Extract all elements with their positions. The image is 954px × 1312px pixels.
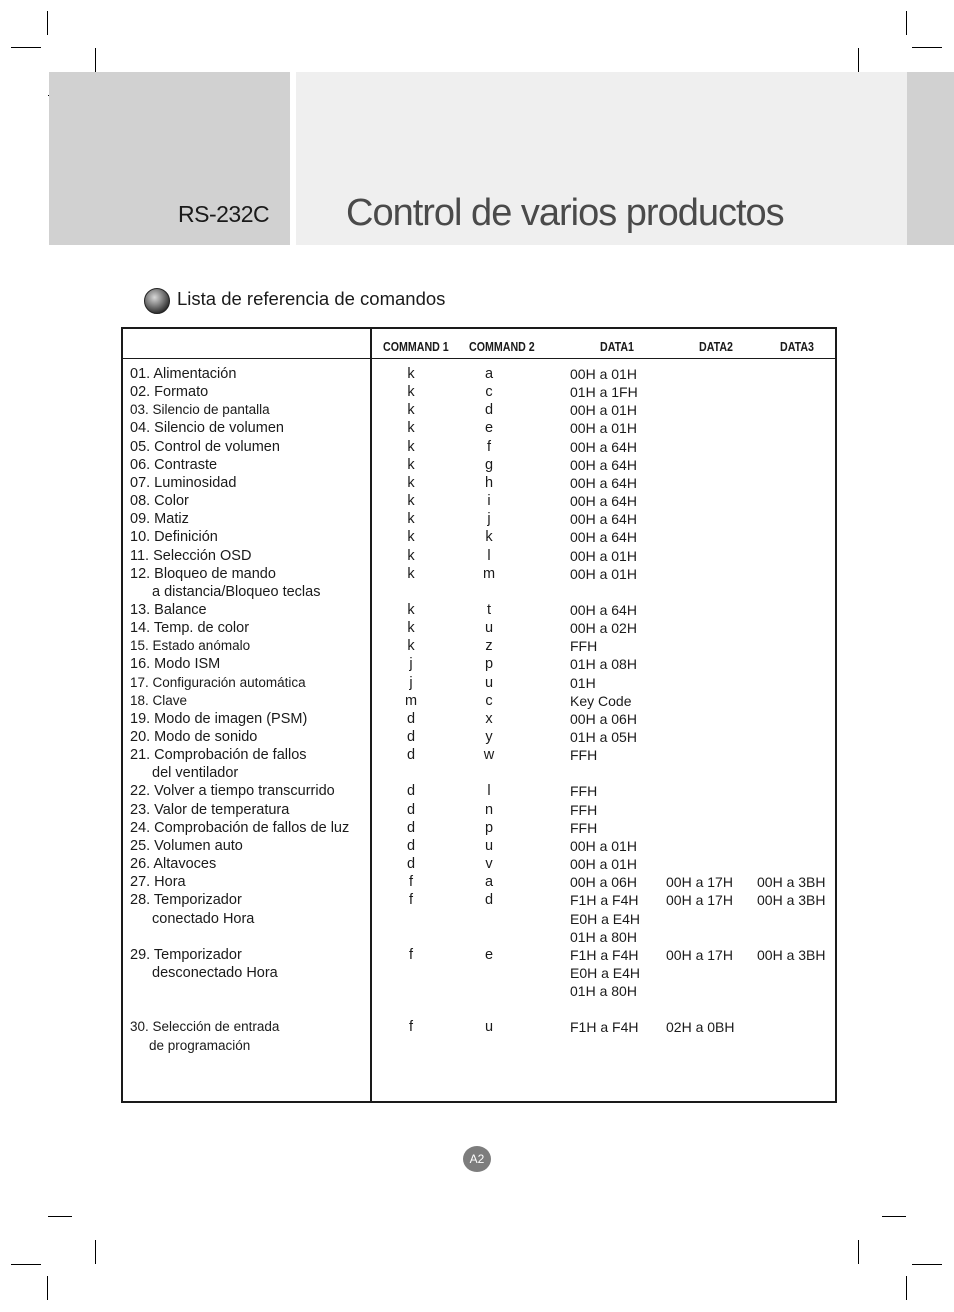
- command2-cell: p: [484, 819, 494, 836]
- command2-cell: u: [484, 837, 494, 854]
- command1-cell: d: [406, 729, 416, 745]
- row-label: 26. Altavoces: [130, 856, 217, 873]
- row-label-cont: de programación: [149, 1037, 251, 1053]
- row-label: 15. Estado anómalo: [130, 638, 251, 654]
- data1-cell: F1H a F4H: [570, 892, 639, 909]
- data1-cell: 00H a 64H: [570, 529, 637, 546]
- command2-cell: t: [486, 601, 492, 618]
- command2-cell: l: [487, 783, 491, 800]
- data1-cell: E0H a E4H: [570, 910, 641, 927]
- page-title: Control de varios productos: [346, 192, 784, 234]
- command2-cell: e: [484, 946, 494, 963]
- row-label: 21. Comprobación de fallos: [130, 747, 307, 764]
- crop-mark: [95, 1240, 96, 1264]
- row-label: 10. Definición: [130, 529, 218, 546]
- data1-cell: 00H a 01H: [570, 565, 637, 582]
- command1-cell: d: [406, 819, 416, 836]
- command1-cell: k: [407, 565, 415, 582]
- crop-mark: [11, 1264, 41, 1265]
- crop-mark: [858, 48, 859, 72]
- command1-cell: k: [407, 402, 415, 419]
- section-label: RS-232C: [178, 201, 270, 227]
- row-label: 23. Valor de temperatura: [130, 801, 290, 818]
- row-label-cont: a distancia/Bloqueo teclas: [152, 583, 321, 600]
- data1-cell: FFH: [570, 783, 598, 800]
- row-label: 04. Silencio de volumen: [130, 420, 284, 437]
- header-data3: DATA3: [780, 339, 814, 354]
- command1-cell: d: [406, 801, 416, 818]
- data1-cell: 01H a 80H: [570, 928, 637, 945]
- header-divider: [123, 358, 835, 359]
- command2-cell: d: [484, 892, 494, 909]
- command2-cell: a: [484, 366, 494, 382]
- row-label: 12. Bloqueo de mando: [130, 565, 276, 582]
- crop-mark: [11, 47, 41, 48]
- command2-cell: e: [484, 420, 494, 437]
- crop-mark: [47, 1276, 48, 1300]
- command1-cell: k: [407, 420, 415, 437]
- header-command2: COMMAND 2: [469, 339, 535, 354]
- data1-cell: 00H a 64H: [570, 493, 637, 510]
- data1-cell: FFH: [570, 819, 598, 836]
- command-table: [121, 327, 837, 1103]
- command2-cell: l: [487, 547, 491, 564]
- command2-cell: p: [484, 656, 494, 673]
- crop-mark: [906, 11, 907, 35]
- row-label: 05. Control de volumen: [130, 438, 280, 455]
- data3-cell: 00H a 3BH: [757, 892, 826, 909]
- command1-cell: k: [407, 529, 415, 546]
- row-label: 13. Balance: [130, 601, 207, 618]
- command2-cell: m: [482, 565, 496, 582]
- data1-cell: 00H a 06H: [570, 874, 637, 891]
- command2-cell: h: [484, 474, 494, 491]
- data1-cell: 01H a 80H: [570, 983, 637, 1000]
- crop-mark: [858, 1240, 859, 1264]
- data1-cell: 01H a 05H: [570, 729, 637, 745]
- command2-cell: u: [484, 674, 494, 691]
- command2-cell: g: [484, 456, 494, 473]
- command1-cell: j: [409, 674, 413, 691]
- data2-cell: 00H a 17H: [666, 874, 733, 891]
- command1-cell: k: [407, 438, 415, 455]
- row-label: 01. Alimentación: [130, 366, 237, 382]
- command1-cell: f: [408, 946, 414, 963]
- data1-cell: 00H a 02H: [570, 620, 637, 637]
- row-label: 20. Modo de sonido: [130, 729, 258, 745]
- command2-cell: n: [484, 801, 494, 818]
- crop-mark: [47, 11, 48, 35]
- data1-cell: 00H a 64H: [570, 601, 637, 618]
- row-label: 14. Temp. de color: [130, 620, 250, 637]
- command1-cell: f: [408, 892, 414, 909]
- crop-mark: [912, 1264, 942, 1265]
- page-number: A2: [463, 1146, 491, 1172]
- row-label: 16. Modo ISM: [130, 656, 221, 673]
- data1-cell: 00H a 06H: [570, 710, 637, 727]
- command2-cell: d: [484, 402, 494, 419]
- row-label-cont: conectado Hora: [152, 910, 255, 927]
- crop-mark: [48, 1216, 72, 1217]
- data1-cell: 00H a 01H: [570, 837, 637, 854]
- command1-cell: k: [407, 638, 415, 655]
- crop-mark: [95, 48, 96, 72]
- command1-cell: k: [407, 511, 415, 528]
- command1-cell: k: [407, 547, 415, 564]
- command2-cell: u: [484, 1019, 494, 1036]
- data1-cell: 00H a 01H: [570, 420, 637, 437]
- header-data2: DATA2: [699, 339, 733, 354]
- command2-cell: u: [484, 620, 494, 637]
- command1-cell: d: [406, 710, 416, 727]
- data1-cell: 01H a 08H: [570, 656, 637, 673]
- command2-cell: a: [484, 874, 494, 891]
- crop-mark: [912, 47, 942, 48]
- row-label: 24. Comprobación de fallos de luz: [130, 819, 350, 836]
- row-label: 27. Hora: [130, 874, 186, 891]
- row-label-cont: del ventilador: [152, 765, 239, 782]
- command1-cell: k: [407, 384, 415, 401]
- data1-cell: FFH: [570, 801, 598, 818]
- row-label: 09. Matiz: [130, 511, 189, 528]
- command1-cell: k: [407, 493, 415, 510]
- row-label-cont: desconectado Hora: [152, 964, 278, 981]
- command2-cell: x: [485, 710, 493, 727]
- data1-cell: F1H a F4H: [570, 946, 639, 963]
- header-data1: DATA1: [600, 339, 634, 354]
- data1-cell: 00H a 64H: [570, 511, 637, 528]
- data1-cell: 00H a 01H: [570, 547, 637, 564]
- data3-cell: 00H a 3BH: [757, 946, 826, 963]
- row-label: 29. Temporizador: [130, 946, 242, 963]
- command1-cell: d: [406, 837, 416, 854]
- row-label: 07. Luminosidad: [130, 474, 237, 491]
- data2-cell: 00H a 17H: [666, 946, 733, 963]
- row-label: 19. Modo de imagen (PSM): [130, 710, 308, 727]
- crop-mark: [906, 1276, 907, 1300]
- command2-cell: k: [485, 529, 493, 546]
- command1-cell: k: [407, 456, 415, 473]
- crop-mark: [882, 1216, 906, 1217]
- data2-cell: 00H a 17H: [666, 892, 733, 909]
- command1-cell: d: [406, 747, 416, 764]
- data2-cell: 02H a 0BH: [666, 1019, 735, 1036]
- row-label: 22. Volver a tiempo transcurrido: [130, 783, 335, 800]
- data1-cell: FFH: [570, 638, 598, 655]
- row-label: 18. Clave: [130, 692, 188, 708]
- bullet-icon: [144, 288, 170, 314]
- data3-cell: 00H a 3BH: [757, 874, 826, 891]
- command2-cell: c: [485, 384, 493, 401]
- command2-cell: w: [483, 747, 495, 764]
- command2-cell: c: [485, 692, 493, 709]
- command1-cell: k: [407, 474, 415, 491]
- row-label: 06. Contraste: [130, 456, 218, 473]
- subtitle: Lista de referencia de comandos: [177, 288, 446, 309]
- command1-cell: k: [407, 620, 415, 637]
- command1-cell: f: [408, 1019, 414, 1036]
- data1-cell: 01H a 1FH: [570, 384, 638, 401]
- command2-cell: j: [487, 511, 491, 528]
- data1-cell: E0H a E4H: [570, 964, 641, 981]
- data1-cell: Key Code: [570, 692, 632, 709]
- row-label: 28. Temporizador: [130, 892, 242, 909]
- row-label: 02. Formato: [130, 384, 209, 401]
- data1-cell: 01H: [570, 674, 596, 691]
- row-label: 03. Silencio de pantalla: [130, 402, 270, 418]
- data1-cell: 00H a 01H: [570, 366, 637, 382]
- command1-cell: d: [406, 856, 416, 873]
- data1-cell: 00H a 64H: [570, 456, 637, 473]
- command1-cell: m: [404, 692, 418, 709]
- data1-cell: 00H a 64H: [570, 438, 637, 455]
- row-label: 08. Color: [130, 493, 189, 510]
- header-right-panel: [907, 72, 954, 245]
- data1-cell: 00H a 01H: [570, 402, 637, 419]
- data1-cell: 00H a 64H: [570, 474, 637, 491]
- command1-cell: d: [406, 783, 416, 800]
- command2-cell: i: [487, 493, 491, 510]
- command1-cell: k: [407, 601, 415, 618]
- data1-cell: FFH: [570, 747, 598, 764]
- column-divider: [370, 329, 372, 1101]
- command2-cell: z: [485, 638, 493, 655]
- row-label: 11. Selección OSD: [130, 547, 252, 564]
- command2-cell: v: [485, 856, 493, 873]
- header-command1: COMMAND 1: [383, 339, 449, 354]
- data1-cell: F1H a F4H: [570, 1019, 639, 1036]
- row-label: 25. Volumen auto: [130, 837, 243, 854]
- command1-cell: j: [409, 656, 413, 673]
- data1-cell: 00H a 01H: [570, 856, 637, 873]
- row-label: 30. Selección de entrada: [130, 1019, 280, 1035]
- row-label: 17. Configuración automática: [130, 674, 306, 690]
- command1-cell: f: [408, 874, 414, 891]
- command1-cell: k: [407, 366, 415, 382]
- command2-cell: f: [486, 438, 492, 455]
- command2-cell: y: [485, 729, 493, 745]
